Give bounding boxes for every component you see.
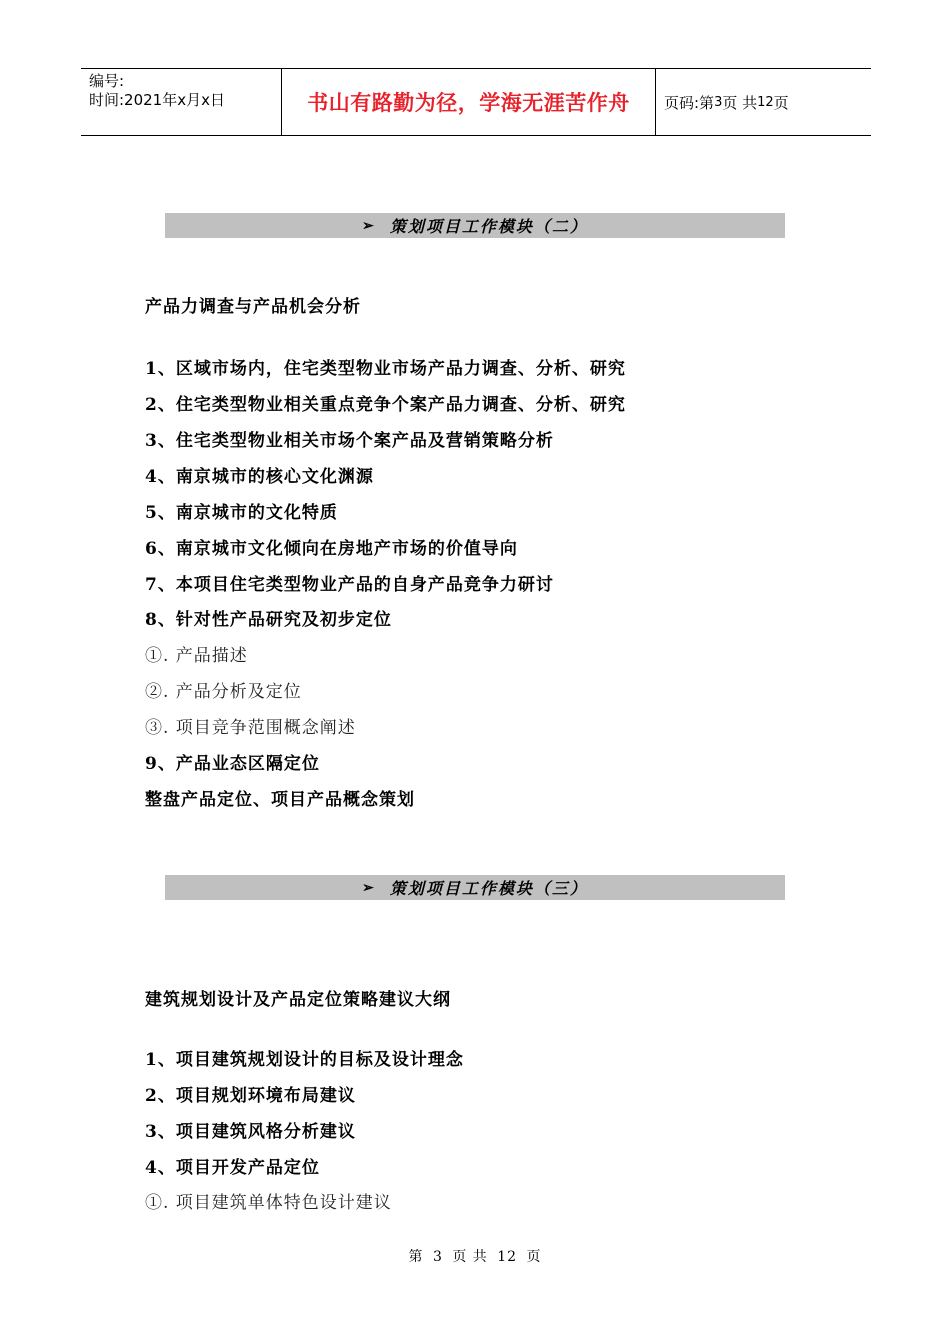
section-title-bar-3 [165, 875, 785, 900]
header-meta [81, 69, 282, 135]
arrow-right-icon: ➢ [362, 879, 376, 896]
arrow-right-icon: ➢ [362, 217, 376, 234]
list-item: 6、南京城市文化倾向在房地产市场的价值导向 [145, 539, 518, 559]
document-date: 时间:2021年x月x日 [89, 91, 225, 109]
page-suffix: 页 [773, 93, 789, 112]
page-total: 12 [757, 94, 774, 110]
list-item: 3、住宅类型物业相关市场个案产品及营销策略分析 [145, 431, 554, 451]
page-prefix: 页码:第 [664, 93, 715, 112]
sub-list-item: ③. 项目竞争范围概念阐述 [145, 718, 356, 738]
list-item: 7、本项目住宅类型物业产品的自身产品竞争力研讨 [145, 575, 554, 595]
page-footer [0, 1246, 950, 1266]
list-item: 2、住宅类型物业相关重点竞争个案产品力调查、分析、研究 [145, 395, 626, 415]
footer-prefix: 第 [408, 1249, 424, 1265]
section-heading-3: 建筑规划设计及产品定位策略建议大纲 [145, 990, 451, 1010]
list-item: 1、区域市场内，住宅类型物业市场产品力调查、分析、研究 [145, 359, 626, 379]
header-motto-cell [282, 69, 656, 135]
section-heading-2: 产品力调查与产品机会分析 [145, 297, 361, 317]
list-item: 2、项目规划环境布局建议 [145, 1086, 356, 1106]
list-item: 3、项目建筑风格分析建议 [145, 1122, 356, 1142]
list-item: 8、针对性产品研究及初步定位 [145, 610, 392, 630]
section-title-bar-2 [165, 213, 785, 238]
page-header [81, 68, 871, 136]
list-item: 4、项目开发产品定位 [145, 1158, 320, 1178]
header-page-info [656, 69, 871, 135]
footer-mid: 页 共 [452, 1249, 488, 1265]
footer-total-pages: 12 [497, 1249, 518, 1265]
list-item: 4、南京城市的核心文化渊源 [145, 467, 374, 487]
list-item: 1、项目建筑规划设计的目标及设计理念 [145, 1050, 464, 1070]
page-current: 3 [714, 94, 723, 110]
page-mid: 页 共 [722, 93, 758, 112]
footer-current-page: 3 [432, 1249, 443, 1265]
section-title-3: 策划项目工作模块（三） [389, 879, 588, 898]
section-title-2: 策划项目工作模块（二） [389, 217, 588, 236]
header-motto: 书山有路勤为径，学海无涯苦作舟 [307, 91, 630, 115]
sub-list-item: ①. 产品描述 [145, 646, 248, 666]
section-closing-2: 整盘产品定位、项目产品概念策划 [145, 790, 415, 810]
list-item: 9、产品业态区隔定位 [145, 754, 320, 774]
sub-list-item: ②. 产品分析及定位 [145, 682, 302, 702]
document-number-label: 编号: [89, 72, 125, 90]
list-item: 5、南京城市的文化特质 [145, 503, 338, 523]
footer-suffix: 页 [526, 1249, 542, 1265]
sub-list-item: ①. 项目建筑单体特色设计建议 [145, 1193, 392, 1213]
